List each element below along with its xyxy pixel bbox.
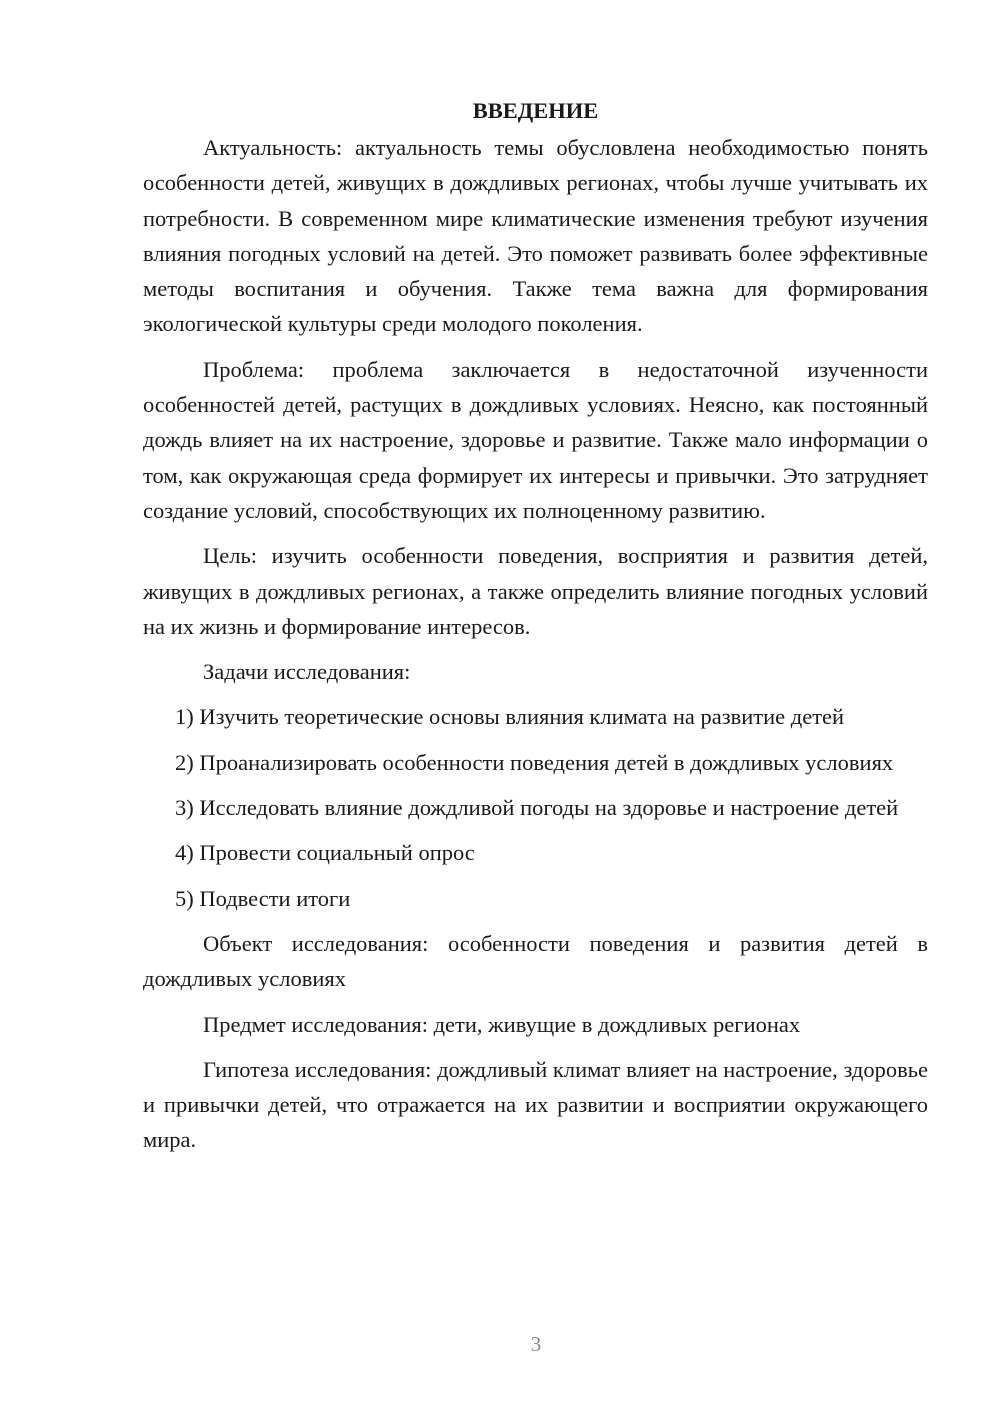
task-item-4: 4) Провести социальный опрос (175, 840, 475, 866)
hypothesis-paragraph: Гипотеза исследования: дождливый климат влияет на настроение, здоровье и привычки детей, что отражается на их развитии и восприятии окружающего мира. (143, 1056, 928, 1153)
page-content (143, 93, 928, 1168)
problem-paragraph: Проблема: проблема заключается в недостаточной изученности особенностей детей, растущих в дождливых условиях. Неясно, как постоянный дождь влияет на их настроение, здоровье и развитие. Также мало информации о том, как окружающая среда формирует их интересы и привычки. Это затрудняет создание условий, способствующих их полноценному развитию. (143, 356, 928, 523)
task-item-2: 2) Проанализировать особенности поведения детей в дождливых условиях (175, 749, 894, 775)
section-title: ВВЕДЕНИЕ (472, 98, 599, 123)
subject-paragraph: Предмет исследования: дети, живущие в дождливых регионах (203, 1011, 801, 1037)
task-item-3: 3) Исследовать влияние дождливой погоды на здоровье и настроение детей (175, 795, 899, 821)
page-number: 3 (530, 1332, 542, 1356)
goal-paragraph: Цель: изучить особенности поведения, восприятия и развития детей, живущих в дождливых регионах, а также определить влияние погодных условий на их жизнь и формирование интересов. (143, 543, 928, 639)
relevance-paragraph: Актуальность: актуальность темы обусловлена необходимостью понять особенности детей, живущих в дождливых регионах, чтобы лучше учитывать их потребности. В современном мире климатические изменения требуют изучения влияния погодных условий на детей. Это поможет развивать более эффективные методы воспитания и обучения. Также тема важна для формирования экологической культуры среди молодого поколения. (143, 135, 928, 337)
object-paragraph: Объект исследования: особенности поведения и развития детей в дождливых условиях (143, 930, 928, 992)
task-item-5: 5) Подвести итоги (175, 885, 351, 911)
task-item-1: 1) Изучить теоретические основы влияния климата на развитие детей (175, 704, 845, 730)
tasks-heading: Задачи исследования: (203, 659, 411, 685)
